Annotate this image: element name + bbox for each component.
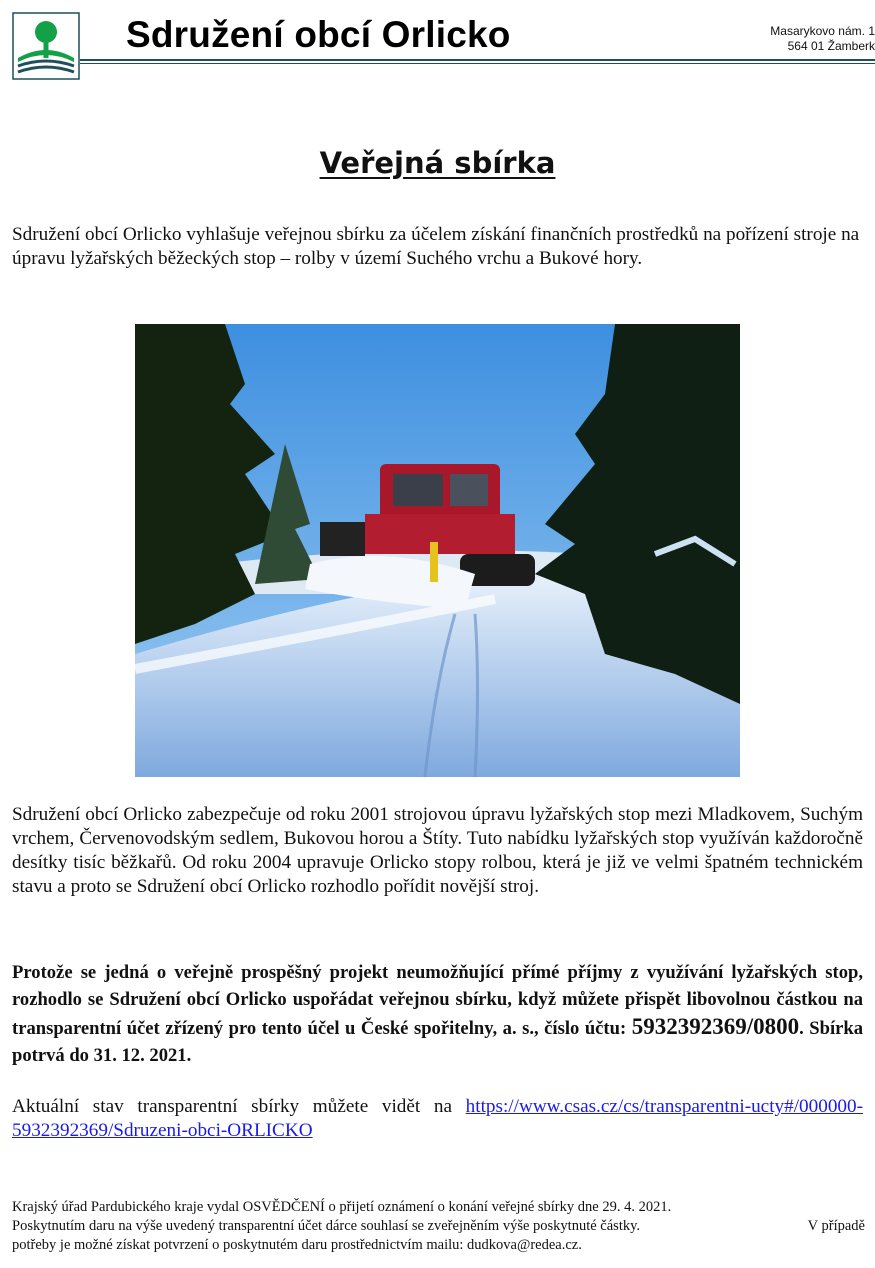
snow-groomer-photo (135, 324, 740, 777)
header-rule-thin (80, 63, 875, 64)
address-line-1: Masarykovo nám. 1 (770, 24, 875, 38)
document-title: Veřejná sbírka (319, 146, 556, 180)
footer-consent-line (12, 1217, 865, 1236)
letterhead (0, 0, 875, 80)
footer-consent-text: Poskytnutím daru na výše uvedený transparentní účet dárce souhlasí se zveřejněním výše poskytnuté částky. (12, 1218, 641, 1234)
organization-name: Sdružení obcí Orlicko (126, 14, 511, 55)
intro-paragraph: Sdružení obcí Orlicko vyhlašuje veřejnou sbírku za účelem získání finančních prostředků na pořízení stroje na úpravu lyžařských běžeckých stop – rolby v území Suchého vrchu a Bukové hory. (12, 224, 860, 269)
appeal-deadline: . Sbírka potrvá do 31. 12. 2021. (12, 1018, 863, 1066)
appeal-text: Protože se jedná o veřejně prospěšný projekt neumožňující přímé příjmy z využívání lyžařských stop, rozhodlo se Sdružení obcí Orlicko uspořádat veřejnou sbírku, když můžete přispět libovolnou částkou na transparentní účet zřízený pro tento účel u České spořitelny, a. s., číslo účtu: (12, 962, 863, 1039)
footer-contact-note: potřeby je možné získat potvrzení o poskytnutém daru prostřednictvím mailu: dudkova@redea.cz. (12, 1237, 582, 1253)
footer-notes (12, 1198, 865, 1255)
transparent-account-link[interactable]: https://www.csas.cz/cs/transparentni-ucty#/000000-5932392369/Sdruzeni-obci-ORLICKO (12, 1096, 863, 1141)
status-paragraph (12, 1095, 863, 1143)
address-line-2: 564 01 Žamberk (787, 39, 875, 53)
appeal-paragraph (12, 959, 863, 1069)
footer-consent-text-end: V případě (807, 1218, 865, 1234)
footer-certificate-note: Krajský úřad Pardubického kraje vydal OSVĚDČENÍ o přijetí oznámení o konání veřejné sbírky dne 29. 4. 2021. (12, 1199, 672, 1215)
orlicko-tree-logo-icon (12, 12, 80, 80)
body-paragraph: Sdružení obcí Orlicko zabezpečuje od roku 2001 strojovou úpravu lyžařských stop mezi Mladkovem, Suchým vrchem, Červenovodským sedlem, Bukovou horou a Štíty. Tuto nabídku lyžařských stop využíván každoročně desítky tisíc běžkařů. Od roku 2004 upravuje Orlicko stopy rolbou, která je již ve velmi špatném technickém stavu a proto se Sdružení obcí Orlicko rozhodlo pořídit novější stroj. (12, 804, 863, 897)
header-rule (80, 59, 875, 61)
account-number: 5932392369/0800 (631, 1014, 800, 1039)
status-text: Aktuální stav transparentní sbírky můžete vidět na (12, 1096, 466, 1117)
organization-address (745, 24, 875, 54)
